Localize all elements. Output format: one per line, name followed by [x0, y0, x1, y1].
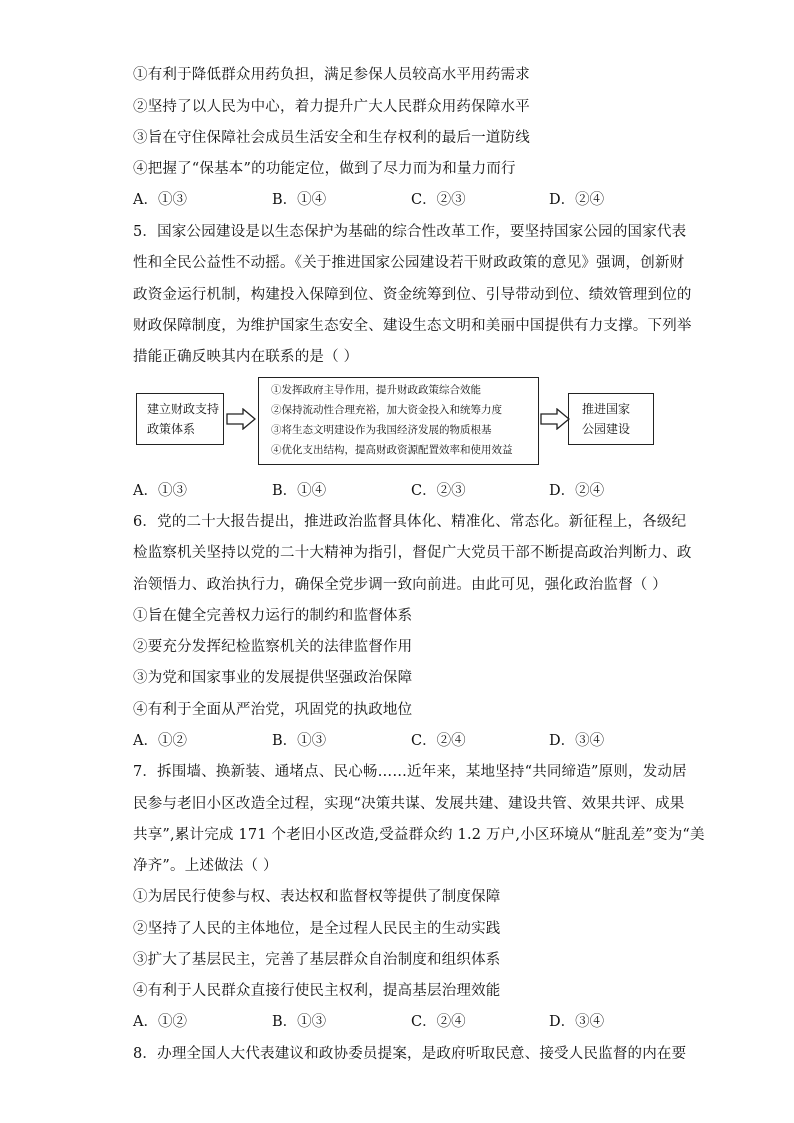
- diagram-left-box: [136, 393, 224, 445]
- q4-item-3: ③旨在守住保障社会成员生活安全和生存权利的最后一道防线: [133, 130, 530, 146]
- q7-option-b[interactable]: B．①③: [272, 1014, 327, 1030]
- q7-stem-line-3: 共享”,累计完成 171 个老旧小区改造,受益群众约 1.2 万户,小区环境从“脏乱差”变为“美: [133, 827, 705, 843]
- diagram-right-box: [568, 393, 654, 445]
- q7-option-d[interactable]: D．③④: [549, 1014, 605, 1030]
- q7-stem-line-4: 净齐”。上述做法（ ）: [133, 858, 278, 874]
- middle-item-4: ④优化支出结构，提高财政资源配置效率和使用效益: [271, 444, 513, 456]
- q5-option-b[interactable]: B．①④: [272, 483, 327, 499]
- q5-options: [133, 481, 663, 501]
- q7-stem-line-1: 7．拆围墙、换新装、通堵点、民心畅……近年来，某地坚持“共同缔造”原则，发动居: [133, 764, 687, 780]
- q6-stem-line-3: 治领悟力、政治执行力，确保全党步调一致向前进。由此可见，强化政治监督（ ）: [133, 577, 668, 593]
- right-arrow-icon: [226, 408, 256, 430]
- q7-item-2: ②坚持了人民的主体地位，是全过程人民民主的生动实践: [133, 921, 501, 937]
- q4-item-4: ④把握了“保基本”的功能定位，做到了尽力而为和量力而行: [133, 161, 516, 177]
- q6-options: [133, 731, 663, 751]
- q5-flow-diagram: [136, 376, 662, 468]
- q6-option-a[interactable]: A．①②: [133, 733, 187, 749]
- q4-option-d[interactable]: D．②④: [549, 192, 605, 208]
- middle-item-2: ②保持流动性合理充裕，加大资金投入和统筹力度: [271, 404, 502, 416]
- q4-option-a[interactable]: A．①③: [133, 192, 187, 208]
- q7-item-1: ①为居民行使参与权、表达权和监督权等提供了制度保障: [133, 889, 501, 905]
- q7-option-c[interactable]: C．②④: [411, 1014, 466, 1030]
- q6-item-1: ①旨在健全完善权力运行的制约和监督体系: [133, 608, 413, 624]
- q6-option-b[interactable]: B．①③: [272, 733, 327, 749]
- q7-item-3: ③扩大了基层民主，完善了基层群众自治制度和组织体系: [133, 952, 501, 968]
- left-box-line-2: 政策体系: [147, 422, 196, 436]
- left-box-line-1: 建立财政支持: [147, 402, 220, 416]
- q7-options: [133, 1012, 663, 1032]
- q4-item-2: ②坚持了以人民为中心，着力提升广大人民群众用药保障水平: [133, 99, 530, 115]
- q6-stem-line-2: 检监察机关坚持以党的二十大精神为指引，督促广大党员干部不断提高政治判断力、政: [133, 545, 692, 561]
- q4-option-c[interactable]: C．②③: [411, 192, 466, 208]
- q6-item-3: ③为党和国家事业的发展提供坚强政治保障: [133, 670, 413, 686]
- right-arrow-icon: [540, 408, 570, 430]
- q6-option-d[interactable]: D．③④: [549, 733, 605, 749]
- q6-option-c[interactable]: C．②④: [411, 733, 466, 749]
- q5-stem-line-5: 措能正确反映其内在联系的是（ ）: [133, 349, 359, 365]
- middle-item-3: ③将生态文明建设作为我国经济发展的物质根基: [271, 424, 492, 436]
- q5-stem-line-4: 财政保障制度，为维护国家生态安全、建设生态文明和美丽中国提供有力支撑。下列举: [133, 318, 692, 334]
- q5-stem-line-3: 政资金运行机制，构建投入保障到位、资金统筹到位、引导带动到位、绩效管理到位的: [133, 287, 692, 303]
- q8-stem-line-1: 8．办理全国人大代表建议和政协委员提案，是政府听取民意、接受人民监督的内在要: [133, 1046, 687, 1062]
- q6-item-2: ②要充分发挥纪检监察机关的法律监督作用: [133, 639, 413, 655]
- diagram-middle-box: [258, 377, 539, 465]
- q5-stem-line-2: 性和全民公益性不动摇。《关于推进国家公园建设若干财政政策的意见》强调，创新财: [133, 255, 685, 271]
- q6-stem-line-1: 6．党的二十大报告提出，推进政治监督具体化、精准化、常态化。新征程上，各级纪: [133, 514, 687, 530]
- q5-stem-line-1: 5．国家公园建设是以生态保护为基础的综合性改革工作，要坚持国家公园的国家代表: [133, 224, 687, 240]
- q7-stem-line-2: 民参与老旧小区改造全过程，实现“决策共谋、发展共建、建设共管、效果共评、成果: [133, 796, 685, 812]
- q5-option-d[interactable]: D．②④: [549, 483, 605, 499]
- q7-item-4: ④有利于人民群众直接行使民主权利，提高基层治理效能: [133, 983, 501, 999]
- q4-option-b[interactable]: B．①④: [272, 192, 327, 208]
- right-box-line-1: 推进国家: [582, 402, 631, 416]
- q4-options: [133, 190, 663, 210]
- q7-option-a[interactable]: A．①②: [133, 1014, 187, 1030]
- q5-option-a[interactable]: A．①③: [133, 483, 187, 499]
- middle-item-1: ①发挥政府主导作用，提升财政政策综合效能: [271, 384, 481, 396]
- q6-item-4: ④有利于全面从严治党，巩固党的执政地位: [133, 702, 413, 718]
- right-box-line-2: 公园建设: [582, 422, 631, 436]
- q5-option-c[interactable]: C．②③: [411, 483, 466, 499]
- q4-item-1: ①有利于降低群众用药负担，满足参保人员较高水平用药需求: [133, 67, 530, 83]
